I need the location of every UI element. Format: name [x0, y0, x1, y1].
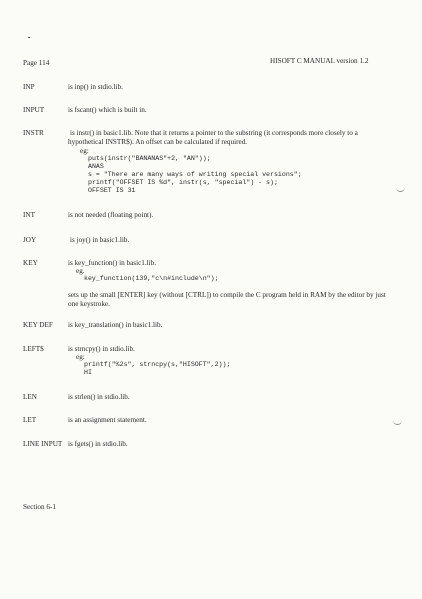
desc-input: is fscant() which is built in. [68, 106, 147, 114]
keyword-len: LEN [23, 393, 37, 401]
desc-len: is strlen() in stdio.lib. [68, 393, 130, 401]
desc-key: is key_function() in basic1.lib. [68, 259, 157, 267]
margin-mark [393, 420, 402, 425]
code-instr-line: OFFSET IS 31 [88, 187, 136, 194]
code-left-line: printf("%2s", strncpy(s,"HISOFT",2)); [84, 361, 231, 368]
desc-instr: is instr() in basic1.lib. Note that it returns a pointer to the substring (it corresponds more closely to a hypothetical INSTR$). An offset can be calculated if required. [68, 129, 358, 146]
keyword-let: LET [23, 416, 37, 424]
code-instr-line: printf("OFFSET IS %d", instr(s, "special") - s); [88, 179, 278, 186]
keyword-joy: JOY [23, 236, 37, 244]
desc-left: is strncpy() in stdio.lib. [68, 345, 135, 353]
keyword-instr: INSTR [23, 129, 44, 137]
section-footer: Section 6-1 [23, 503, 56, 511]
code-left-line: HI [84, 369, 92, 376]
keyword-left: LEFT$ [23, 345, 44, 353]
eg-key: eg. [76, 267, 85, 275]
eg-left: eg: [76, 353, 85, 361]
keyword-lineinput: LINE INPUT [23, 440, 63, 448]
keyword-input: INPUT [23, 106, 45, 114]
manual-title: HISOFT C MANUAL version 1.2 [270, 57, 369, 65]
page-number: Page 114 [23, 59, 50, 67]
desc-joy: is joy() in basic1.lib. [70, 236, 130, 244]
keyword-int: INT [23, 211, 35, 219]
desc-inp: is inp() in stdio.lib. [68, 83, 123, 91]
keyword-inp: INP [23, 83, 35, 91]
desc-keydef: is key_translation() in basic1.lib. [68, 321, 163, 329]
desc-lineinput: is fgets() in stdio.lib. [68, 440, 128, 448]
code-instr-line: puts(instr("BANANAS"+2, "AN")); [88, 155, 211, 162]
code-instr-line: ANAS [88, 163, 104, 170]
keyword-keydef: KEY DEF [23, 321, 53, 329]
code-key: key_function(139,"c\n#include\n"); [84, 275, 219, 282]
desc-let: is an assignment statement. [68, 416, 147, 424]
eg-instr: eg: [80, 147, 89, 155]
desc-int: is not needed (floating point). [68, 211, 154, 219]
keyword-key: KEY [23, 259, 38, 267]
margin-mark [396, 187, 405, 192]
note-key: sets up the small [ENTER] key (without [CTRL]) to compile the C program held in RAM by the editor by just one keystroke. [68, 291, 386, 308]
margin-dot [28, 37, 30, 38]
code-instr-line: s = "There are many ways of writing special versions"; [88, 171, 302, 178]
